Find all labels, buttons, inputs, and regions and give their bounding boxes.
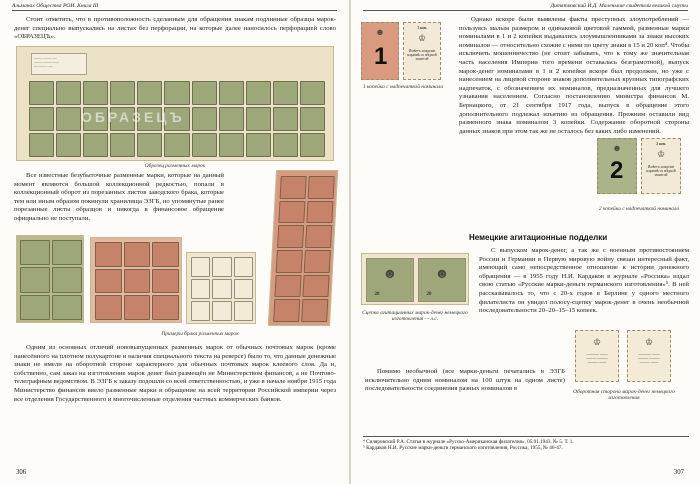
german-stamp-1: ☻ 20 bbox=[366, 258, 414, 302]
german-stamp-2-value: 20 bbox=[426, 292, 432, 297]
defect-green-block bbox=[16, 235, 84, 323]
caption-german-back: Оборотная сторона марок-денег немецкого изготовления bbox=[573, 389, 675, 402]
footnote-5: ⁵ Кардаков Н.И. Русские марки-деньги германского изготовления, Россика, 1955, № 46-47. bbox=[363, 445, 563, 452]
defect-red-block bbox=[90, 237, 182, 323]
specimen-watermark: ОБРАЗЕЦЪ bbox=[81, 109, 185, 125]
intro-paragraph: Стоит отметить, что в противоположность сделанным для обращения знакам подлинные образцы марок-денег специально выпускались на листах без перфорации, на которые далее наносилось перфорацией слово «ОБРАЗЕЦЪ». bbox=[14, 16, 336, 41]
portrait-icon: ☻ bbox=[375, 27, 385, 37]
overprint-1: 1 bbox=[374, 43, 388, 70]
stamp-1kop-back bbox=[403, 22, 441, 80]
german-back-2: ♔ ───── ─── ──── ──── ──── ─── bbox=[627, 330, 671, 382]
caption-1kop: 1 копейка с надпечаткой номинала bbox=[362, 84, 444, 90]
caption-defects: Примеры брака разменных марок bbox=[161, 331, 239, 337]
stamp-2kop-back-text: Имѣетъ хожденіе наравнѣ съ мѣдной монетой bbox=[646, 165, 676, 178]
right-page bbox=[351, 0, 700, 484]
body-paragraph-3: Одним из основных отличий нововыпущенных разменных марок от обычных почтовых марок (кроме нанесённого на плотном полукартоне и наличия специального текста на реверсе) было то, что данные денежные знаки не имели на оборотной стороне характерного для обычных почтовых марок клеевого слоя. Да и, собственно, сам заказ на изготовление марок денег был размещён не Министерством финансов, а не Почтово-телеграфным ведомством. В ЭЗГБ к заказу подошли со всей ответственностью, и уже в начале ноября 1915 года Министерство финансов ввело разменные марки в обращение на всей территории Российской империи через все отделения Государственного и многочисленные отделения частных коммерческих банков. bbox=[14, 344, 336, 403]
running-head-right: Дитятковский И.Д. Маленькие свидетели великой смуты bbox=[363, 3, 688, 11]
caption-2kop: 2 копейки с надпечаткой номинала bbox=[598, 206, 680, 212]
running-head-left: Альманах Общества РОИ. Книга III bbox=[12, 3, 337, 11]
caption-specimen: Образец разменных марок bbox=[144, 163, 206, 169]
stamp-2kop-back bbox=[641, 138, 681, 194]
specimen-sheet-image bbox=[16, 46, 334, 161]
page-number-right: 307 bbox=[673, 469, 684, 476]
footnote-4: ⁴ Силяровский Р.А. Статья в журнале «Русско-Американская филателия», 05.01.1943. № 5. Т. 1. bbox=[363, 439, 574, 445]
overprint-2: 2 bbox=[610, 157, 624, 184]
eagle-icon: ♔ bbox=[417, 33, 427, 43]
german-back-1: ♔ ───── ─── ──── ──── ──── ─── bbox=[575, 330, 619, 382]
right-column-text: Однако вскоре были выявлены факты преступных злоупотреблений — пользуясь малым размером и одинаковой цветовой гаммой, разменные марки номиналами в 1 и 2 копейки выдавались злоумышленниками за знаки высоких номиналов — относительно схожие с ними по цвету знаки в 15 и 20 коп⁴. Чтобы исключить мошенничество (не стоит забывать, что к тому же значительная часть населения Империи того времени оставалась безграмотной), выпуск марок-денег номиналами в 1 и 2 копейки вскоре был продолжен, но уже с нанесением на лицевой стороне знаков дополнительных крупных типографских надпечаток, с обозначением их номиналов, предназначенных для лучшего узнавания населением. Согласно постановлению министра финансов М. Бернацкого, от 21 сентября 1917 года, выпуск в обращение этого дополнительного подлежал изъятию из обращения. Прежним оставили вид разменного знака номиналом 3 копейки. Содержание оборотной стороны данных знаков при этом так же не осталось без каких либо изменений. bbox=[459, 16, 689, 135]
eagle-icon-4: ♔ bbox=[644, 337, 654, 347]
defect-tall-strip bbox=[268, 170, 338, 326]
german-stamp-2: ☻ 20 bbox=[418, 258, 466, 302]
page-number-left: 306 bbox=[16, 469, 27, 476]
footnotes bbox=[363, 436, 689, 452]
eagle-icon-3: ♔ bbox=[592, 337, 602, 347]
defect-back-sheet bbox=[186, 252, 256, 324]
stamp-2kop-face-value: 2 коп. bbox=[656, 142, 666, 146]
section-title: Немецкие агитационные подделки bbox=[469, 233, 608, 242]
eagle-icon-2: ♔ bbox=[656, 149, 666, 159]
body-paragraph-2: Все известные безубыточные разменные марки, которые на данный момент являются большой коллекционной редкостью, попали в коллекционный оборот из порезанных листов заводского брака, которые тем или иным образом покинули хранилища ЭЗГБ, но упомянутые ранее порезанные листы образцов и никогда в финансовое обращение официально не поступали. bbox=[14, 172, 224, 222]
sheet-label: ──── ──── ── ──── ──── ─── ── ──── ── bbox=[31, 53, 87, 75]
right-column-text-3: Помимо необычной (все марки-деньги печатались в ЭЗГБ исключительно одним номиналом на 100 штук на одном листе) последовательности соединения разных номиналов в bbox=[365, 368, 565, 393]
stamp-1kop-back-text: Имѣетъ хожденіе наравнѣ съ мѣдной монетой bbox=[407, 49, 437, 62]
portrait-icon-2: ☻ bbox=[612, 143, 622, 153]
stamp-2kop-front bbox=[597, 138, 637, 194]
stamp-1kop-face-value: 1 коп. bbox=[417, 26, 427, 30]
left-page bbox=[0, 0, 349, 484]
german-strip-image bbox=[361, 253, 469, 305]
caption-german-strip: Сцепка агитационных марок-денег немецкого изготовления — л.с. bbox=[362, 310, 468, 323]
german-stamp-1-value: 20 bbox=[374, 292, 380, 297]
stamp-1kop-front bbox=[361, 22, 399, 80]
right-column-text-2: С выпуском марок-денег, а так же с военным противостоянием России и Германии в Первую мировую войну связан интересный факт, имеющий само непосредственное отношение к истории денежного обращения — в 1955 году Н.И. Кардаков в журнале «Россика» издал свою статью «Русские марки-деньги германского изготовления»⁵. В ней рассказывалось то, что с 20-х годов в Берлине у одного местного филателиста он увидел полосу-сцепку марок-денег в очень необычной последовательности 20–20–15–15 копеек. bbox=[479, 247, 689, 315]
